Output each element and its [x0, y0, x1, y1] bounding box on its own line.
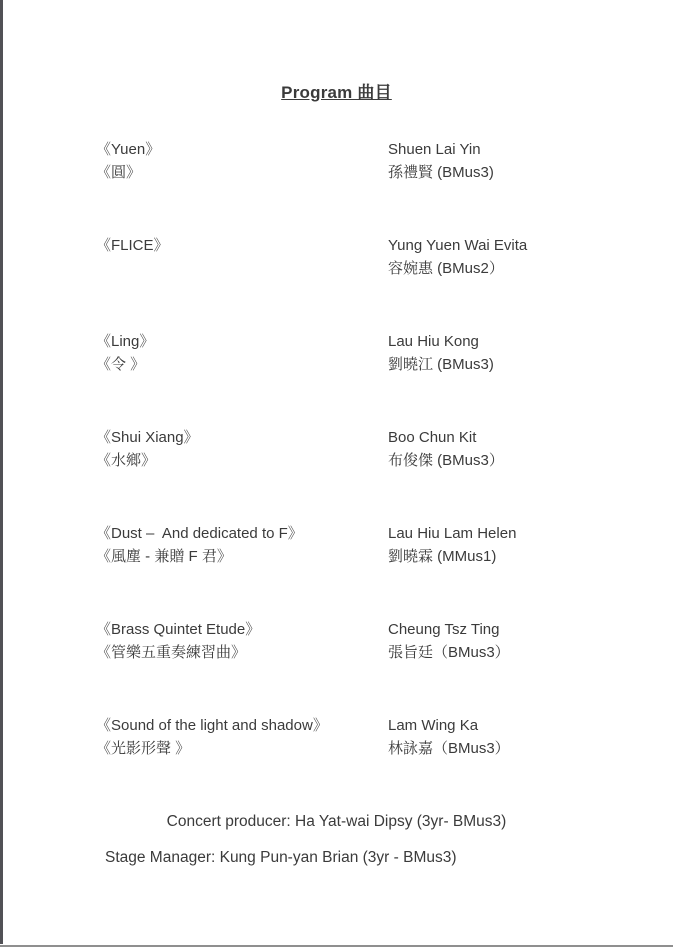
piece-titles: [96, 523, 388, 568]
credits: [0, 811, 673, 869]
composer-names: [388, 523, 663, 568]
program-entry: [0, 139, 673, 184]
composer-name-english: Shuen Lai Yin: [388, 141, 481, 158]
composer-name-chinese: 張旨廷（BMus3）: [388, 643, 510, 661]
program-entry: [0, 331, 673, 376]
page-edge-left: [0, 0, 3, 944]
piece-titles: [96, 139, 388, 184]
piece-title-english: 《Dust – And dedicated to F》: [96, 525, 303, 542]
piece-title-english: 《Ling》: [96, 333, 155, 350]
page-title: [0, 0, 673, 103]
piece-title-english: 《Sound of the light and shadow》: [96, 717, 328, 734]
composer-name-chinese: 容婉惠 (BMus2）: [388, 259, 504, 277]
piece-title-english: 《Yuen》: [96, 141, 161, 158]
composer-name-chinese: 劉曉江 (BMus3): [388, 355, 494, 373]
program-entry: [0, 427, 673, 472]
piece-title-english: 《FLICE》: [96, 237, 169, 254]
piece-title-chinese: 《令 》: [96, 355, 146, 373]
piece-title-chinese: [96, 258, 388, 281]
composer-names: [388, 139, 663, 184]
credit-stage-manager: Stage Manager: Kung Pun-yan Brian (3yr - BMus3): [105, 849, 457, 866]
program-entry: [0, 715, 673, 760]
piece-titles: [96, 427, 388, 472]
page-edge-bottom: [0, 945, 673, 947]
composer-names: [388, 715, 663, 760]
composer-name-english: Yung Yuen Wai Evita: [388, 237, 528, 254]
piece-title-chinese: 《管樂五重奏練習曲》: [96, 643, 247, 661]
program-entry: [0, 235, 673, 280]
page-title-text: Program 曲目: [281, 83, 392, 102]
composer-name-english: Cheung Tsz Ting: [388, 621, 500, 638]
credit-concert-producer: Concert producer: Ha Yat-wai Dipsy (3yr- BMus3): [166, 813, 507, 830]
piece-title-english: 《Shui Xiang》: [96, 429, 199, 446]
piece-titles: [96, 331, 388, 376]
program-list: [0, 139, 673, 760]
composer-name-english: Boo Chun Kit: [388, 429, 477, 446]
piece-titles: [96, 619, 388, 664]
piece-titles: [96, 715, 388, 760]
composer-name-chinese: 孫禮賢 (BMus3): [388, 163, 494, 181]
composer-names: [388, 619, 663, 664]
composer-name-english: Lam Wing Ka: [388, 717, 479, 734]
piece-title-chinese: 《圓》: [96, 163, 142, 181]
composer-names: [388, 331, 663, 376]
piece-title-english: 《Brass Quintet Etude》: [96, 621, 261, 638]
composer-name-chinese: 林詠嘉（BMus3）: [388, 739, 510, 757]
piece-title-chinese: 《風塵 - 兼贈 F 君》: [96, 547, 232, 565]
composer-name-chinese: 劉曉霖 (MMus1): [388, 547, 497, 565]
program-entry: [0, 619, 673, 664]
composer-name-chinese: 布俊傑 (BMus3）: [388, 451, 504, 469]
program-entry: [0, 523, 673, 568]
piece-title-chinese: 《光影形聲 》: [96, 739, 191, 757]
composer-names: [388, 235, 663, 280]
composer-name-english: Lau Hiu Kong: [388, 333, 479, 350]
composer-name-english: Lau Hiu Lam Helen: [388, 525, 517, 542]
piece-title-chinese: 《水鄉》: [96, 451, 157, 469]
piece-titles: [96, 235, 388, 280]
composer-names: [388, 427, 663, 472]
